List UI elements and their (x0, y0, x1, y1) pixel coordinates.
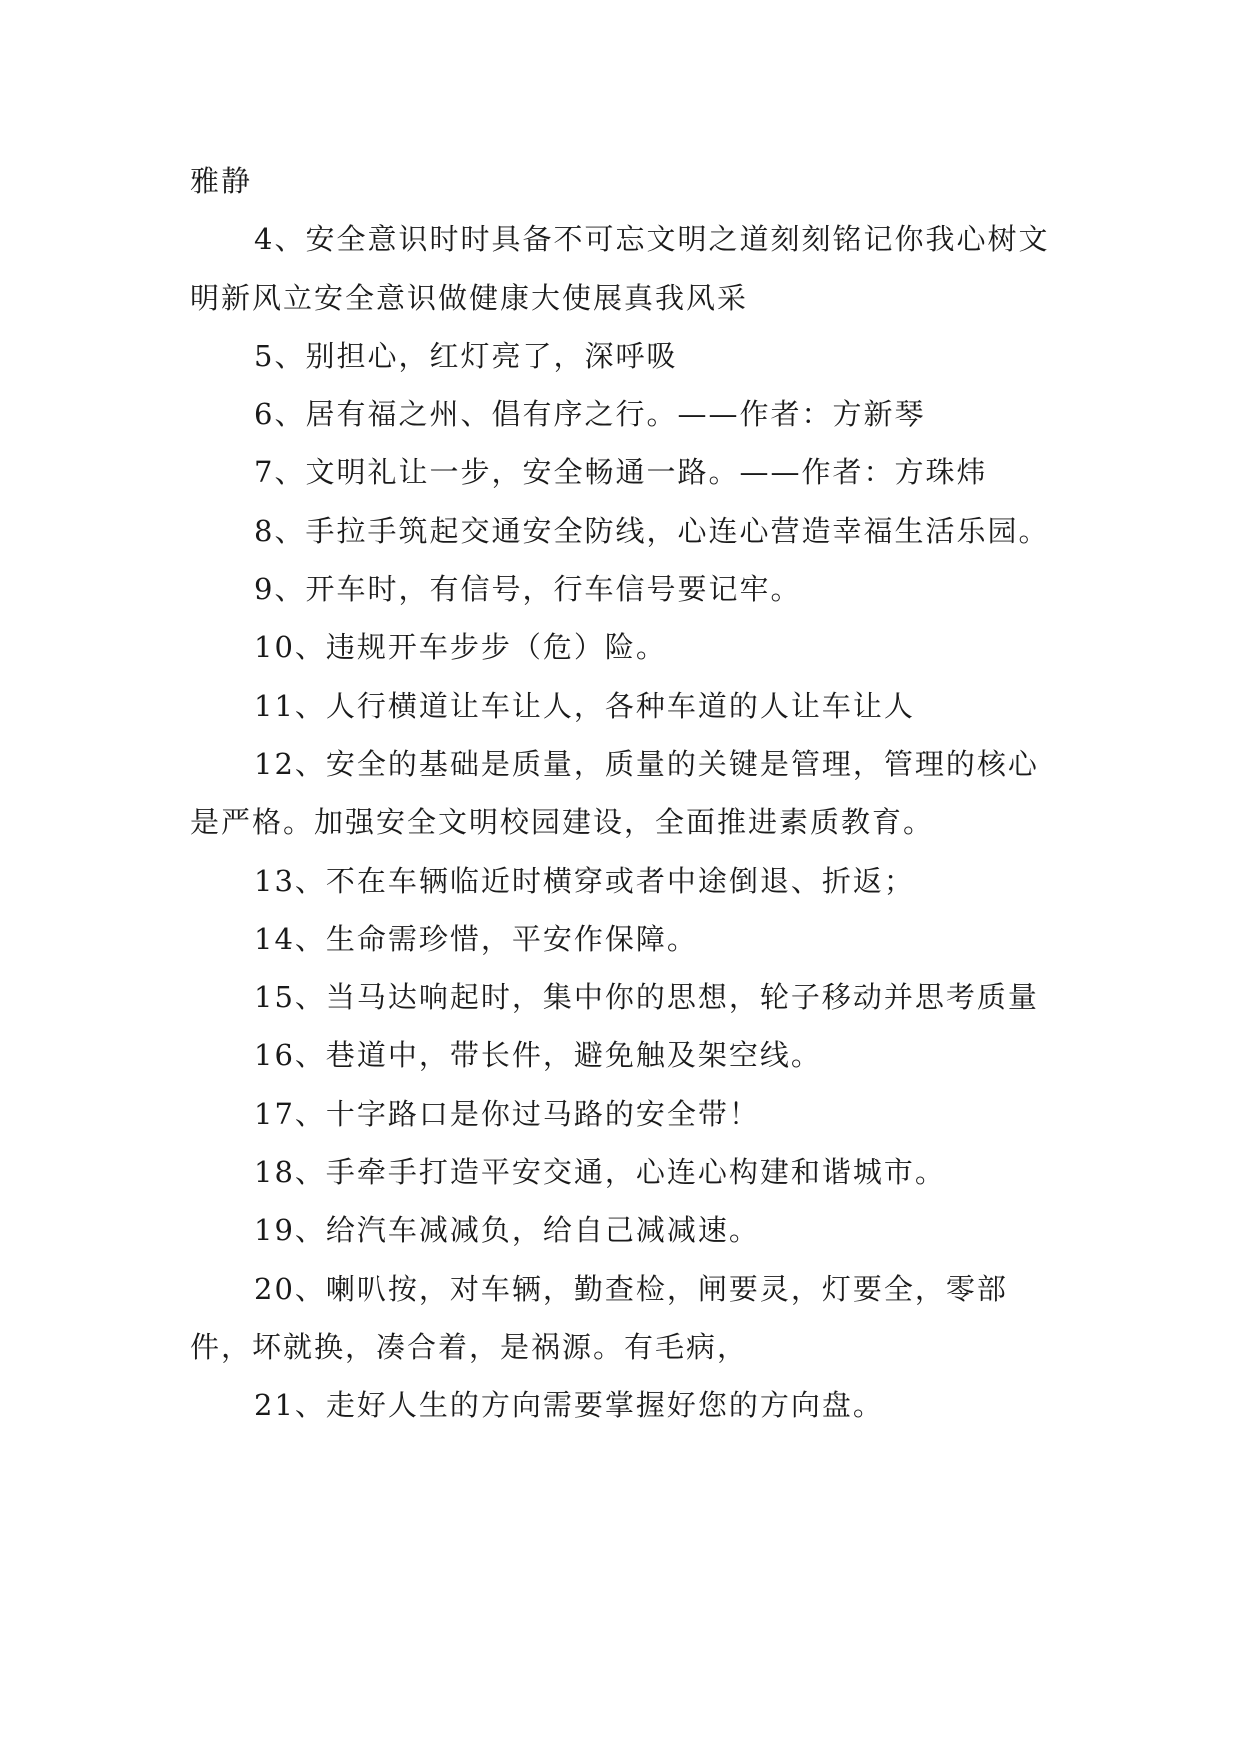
slogan-14: 14、生命需珍惜，平安作保障。 (254, 921, 698, 956)
slogan-5: 5、别担心，红灯亮了，深呼吸 (254, 338, 678, 373)
slogan-18: 18、手牵手打造平安交通，心连心构建和谐城市。 (254, 1155, 946, 1190)
paragraph-continuation: 雅静 (190, 164, 253, 198)
slogan-20: 20、喇叭按，对车辆，勤查检，闸要灵，灯要全，零部件，坏就换，凑合着，是祸源。有毛病， (190, 1271, 1008, 1364)
slogan-12: 12、安全的基础是质量，质量的关键是管理，管理的核心是严格。加强安全文明校园建设，全面推进素质教育。 (190, 746, 1039, 840)
document-page (190, 152, 1052, 1435)
slogan-4: 4、安全意识时时具备不可忘文明之道刻刻铭记你我心树文明新风立安全意识做健康大使展真我风采 (190, 222, 1050, 315)
slogan-8: 8、手拉手筑起交通安全防线，心连心营造幸福生活乐园。 (254, 513, 1050, 548)
slogan-15: 15、当马达响起时，集中你的思想，轮子移动并思考质量 (254, 980, 1039, 1015)
slogan-9: 9、开车时，有信号，行车信号要记牢。 (254, 572, 802, 607)
slogan-6: 6、居有福之州、倡有序之行。——作者：方新琴 (254, 397, 926, 432)
slogan-11: 11、人行横道让车让人，各种车道的人让车让人 (254, 688, 915, 723)
slogan-21: 21、走好人生的方向需要掌握好您的方向盘。 (254, 1388, 884, 1423)
slogan-17: 17、十字路口是你过马路的安全带！ (254, 1096, 760, 1131)
slogan-19: 19、给汽车减减负，给自己减减速。 (254, 1213, 760, 1248)
slogan-13: 13、不在车辆临近时横穿或者中途倒退、折返； (254, 863, 915, 898)
slogan-10: 10、违规开车步步（危）险。 (254, 630, 667, 665)
slogan-7: 7、文明礼让一步，安全畅通一路。——作者：方珠炜 (254, 455, 988, 490)
slogan-16: 16、巷道中，带长件，避免触及架空线。 (254, 1038, 822, 1073)
